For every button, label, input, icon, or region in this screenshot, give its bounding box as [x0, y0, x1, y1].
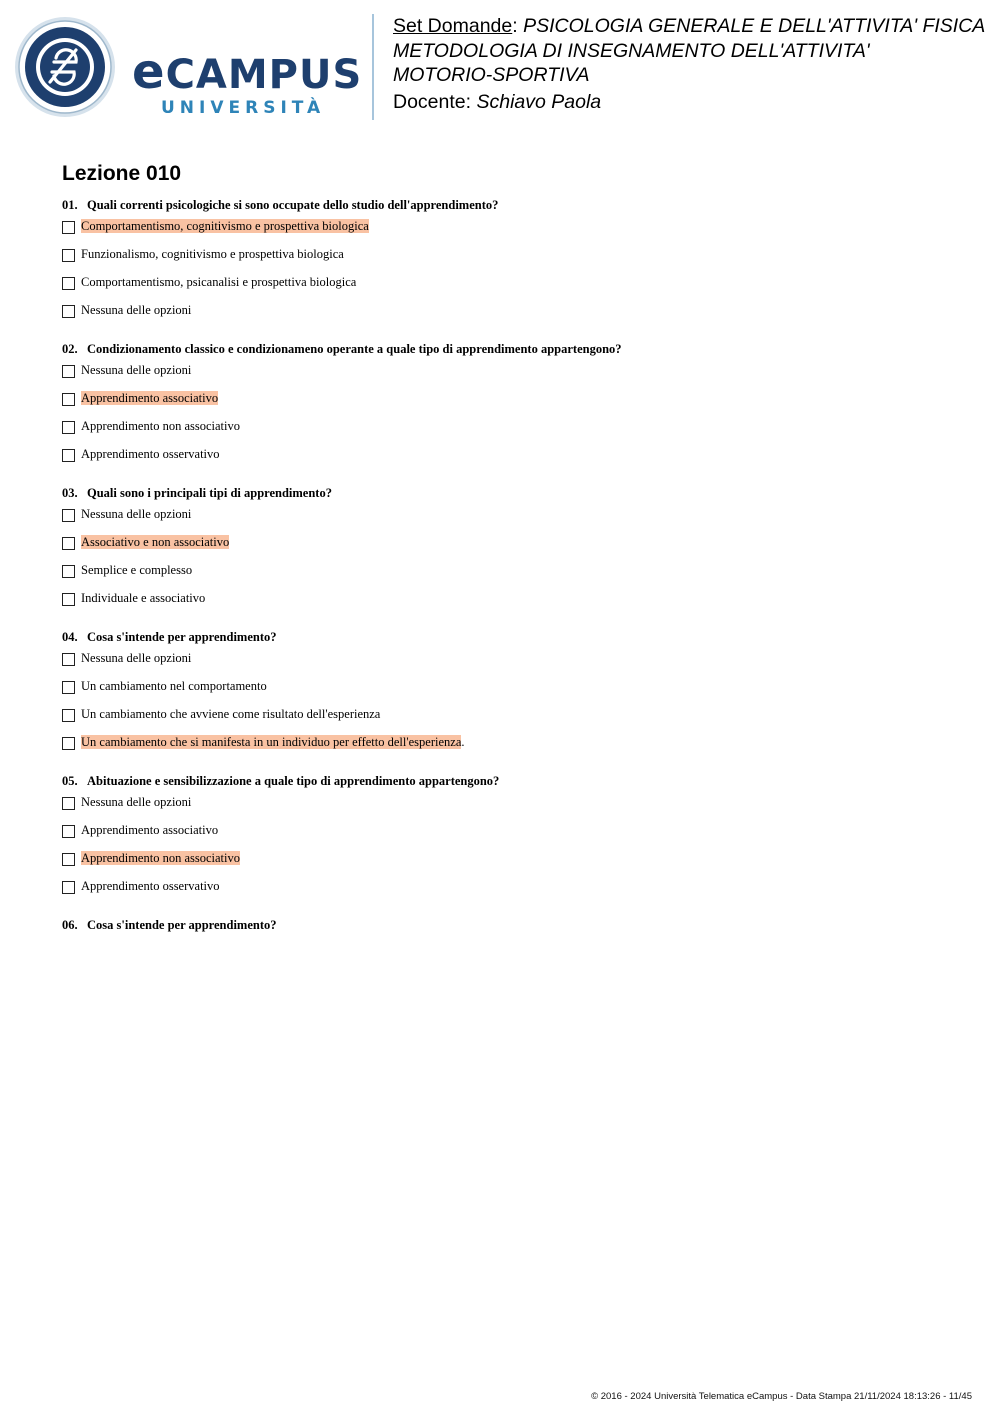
- docente-label: Docente:: [393, 91, 477, 113]
- question-label: Cosa s'intende per apprendimento?: [87, 918, 277, 932]
- answer-option[interactable]: [62, 818, 962, 846]
- answer-option[interactable]: [62, 846, 962, 874]
- answer-suffix: .: [461, 735, 465, 749]
- answer-text-wrap: [80, 877, 221, 896]
- correct-answer-highlight: Un cambiamento che si manifesta in un individuo per effetto dell'esperienza: [81, 735, 462, 749]
- answer-checkbox[interactable]: [62, 565, 75, 578]
- question-label: Condizionamento classico e condizionameno operante a quale tipo di apprendimento appartengono?: [87, 342, 622, 356]
- correct-answer-highlight: Comportamentismo, cognitivismo e prospettiva biologica: [81, 219, 369, 233]
- wordmark-e: e: [132, 44, 166, 100]
- question-text: [62, 485, 962, 502]
- question-text: [62, 917, 962, 934]
- answer-option[interactable]: [62, 586, 962, 614]
- answer-option[interactable]: [62, 730, 962, 758]
- answer-text-wrap: [80, 649, 192, 668]
- answer-text-wrap: [80, 505, 192, 524]
- answer-checkbox[interactable]: [62, 825, 75, 838]
- answer-checkbox[interactable]: [62, 365, 75, 378]
- answer-option[interactable]: [62, 530, 962, 558]
- answer-checkbox[interactable]: [62, 797, 75, 810]
- set-label: Set Domande: [393, 15, 513, 37]
- answer-option[interactable]: [62, 702, 962, 730]
- answer-checkbox[interactable]: [62, 221, 75, 234]
- header-divider: [372, 14, 374, 120]
- question-text: [62, 629, 962, 646]
- answer-text-wrap: [80, 677, 268, 696]
- answer-option[interactable]: [62, 414, 962, 442]
- answer-option[interactable]: [62, 502, 962, 530]
- answer-option[interactable]: [62, 298, 962, 326]
- answer-text-wrap: [80, 561, 193, 580]
- wordmark-universita: UNIVERSITÀ: [161, 98, 326, 118]
- answer-checkbox[interactable]: [62, 681, 75, 694]
- answer-checkbox[interactable]: [62, 853, 75, 866]
- question-number: 01.: [62, 198, 78, 212]
- question-text: [62, 341, 962, 358]
- answer-checkbox[interactable]: [62, 737, 75, 750]
- answer-checkbox[interactable]: [62, 509, 75, 522]
- ecampus-wordmark: [132, 44, 363, 100]
- question-block: [62, 629, 962, 758]
- question-number: 06.: [62, 918, 78, 932]
- answer-text: Funzionalismo, cognitivismo e prospettiva biologica: [81, 247, 344, 261]
- correct-answer-highlight: Apprendimento non associativo: [81, 851, 240, 865]
- university-seal-icon: [14, 16, 116, 118]
- answer-checkbox[interactable]: [62, 421, 75, 434]
- answer-option[interactable]: [62, 790, 962, 818]
- wordmark-campus: CAMPUS: [165, 52, 363, 98]
- page-footer: © 2016 - 2024 Università Telematica eCampus - Data Stampa 21/11/2024 18:13:26 - 11/45: [591, 1391, 972, 1402]
- answer-option[interactable]: [62, 558, 962, 586]
- answer-text-wrap: [80, 273, 357, 292]
- answer-checkbox[interactable]: [62, 305, 75, 318]
- lesson-title: Lezione 010: [62, 162, 182, 185]
- question-list: [62, 197, 962, 949]
- answer-checkbox[interactable]: [62, 709, 75, 722]
- question-block: [62, 773, 962, 902]
- answer-text-wrap: [80, 217, 370, 236]
- answer-option[interactable]: [62, 214, 962, 242]
- answer-text: Apprendimento osservativo: [81, 879, 220, 893]
- answer-text: Individuale e associativo: [81, 591, 206, 605]
- question-number: 02.: [62, 342, 78, 356]
- answer-checkbox[interactable]: [62, 277, 75, 290]
- answer-option[interactable]: [62, 242, 962, 270]
- answer-text-wrap: [80, 849, 241, 868]
- answer-text-wrap: [80, 301, 192, 320]
- answer-option[interactable]: [62, 386, 962, 414]
- set-title-1: PSICOLOGIA GENERALE E DELL'ATTIVITA' FISICA: [523, 15, 986, 37]
- answer-checkbox[interactable]: [62, 537, 75, 550]
- answer-checkbox[interactable]: [62, 653, 75, 666]
- answer-option[interactable]: [62, 674, 962, 702]
- set-title-2: METODOLOGIA DI INSEGNAMENTO DELL'ATTIVITA' MOTORIO-SPORTIVA: [393, 40, 870, 86]
- page-header: [0, 0, 1000, 135]
- answer-text: Apprendimento associativo: [81, 823, 219, 837]
- set-line: [393, 14, 993, 39]
- answer-text-wrap: [80, 705, 381, 724]
- question-text: [62, 773, 962, 790]
- question-label: Quali sono i principali tipi di apprendimento?: [87, 486, 332, 500]
- docente-name: Schiavo Paola: [476, 91, 602, 113]
- answer-text: Apprendimento osservativo: [81, 447, 220, 461]
- question-number: 05.: [62, 774, 78, 788]
- answer-text-wrap: [80, 245, 345, 264]
- docente-line: [393, 90, 993, 114]
- answer-checkbox[interactable]: [62, 593, 75, 606]
- answer-text-wrap: [80, 589, 206, 608]
- set-separator: :: [512, 15, 524, 37]
- question-block: [62, 917, 962, 934]
- question-label: Quali correnti psicologiche si sono occupate dello studio dell'apprendimento?: [87, 198, 499, 212]
- correct-answer-highlight: Associativo e non associativo: [81, 535, 230, 549]
- answer-option[interactable]: [62, 646, 962, 674]
- answer-text-wrap: [80, 533, 230, 552]
- answer-text-wrap: [80, 733, 466, 752]
- question-number: 04.: [62, 630, 78, 644]
- answer-text: Comportamentismo, psicanalisi e prospettiva biologica: [81, 275, 357, 289]
- question-label: Cosa s'intende per apprendimento?: [87, 630, 277, 644]
- answer-text: Nessuna delle opzioni: [81, 363, 192, 377]
- course-info: [393, 14, 993, 114]
- answer-text-wrap: [80, 361, 192, 380]
- answer-option[interactable]: [62, 442, 962, 470]
- question-block: [62, 197, 962, 326]
- answer-option[interactable]: [62, 874, 962, 902]
- answer-checkbox[interactable]: [62, 393, 75, 406]
- answer-text: Un cambiamento che avviene come risultato dell'esperienza: [81, 707, 381, 721]
- question-label: Abituazione e sensibilizzazione a quale tipo di apprendimento appartengono?: [87, 774, 500, 788]
- answer-option[interactable]: [62, 270, 962, 298]
- answer-text: Nessuna delle opzioni: [81, 303, 192, 317]
- answer-text-wrap: [80, 417, 241, 436]
- answer-checkbox[interactable]: [62, 881, 75, 894]
- answer-option[interactable]: [62, 358, 962, 386]
- question-text: [62, 197, 962, 214]
- answer-checkbox[interactable]: [62, 249, 75, 262]
- answer-text: Apprendimento non associativo: [81, 419, 240, 433]
- answer-text: Nessuna delle opzioni: [81, 651, 192, 665]
- ecampus-logo: [14, 14, 363, 118]
- question-number: 03.: [62, 486, 78, 500]
- answer-text-wrap: [80, 389, 219, 408]
- answer-text: Nessuna delle opzioni: [81, 795, 192, 809]
- answer-checkbox[interactable]: [62, 449, 75, 462]
- answer-text: Semplice e complesso: [81, 563, 193, 577]
- correct-answer-highlight: Apprendimento associativo: [81, 391, 219, 405]
- question-block: [62, 341, 962, 470]
- answer-text-wrap: [80, 821, 219, 840]
- question-block: [62, 485, 962, 614]
- answer-text-wrap: [80, 445, 221, 464]
- answer-text-wrap: [80, 793, 192, 812]
- answer-text: Un cambiamento nel comportamento: [81, 679, 267, 693]
- answer-text: Nessuna delle opzioni: [81, 507, 192, 521]
